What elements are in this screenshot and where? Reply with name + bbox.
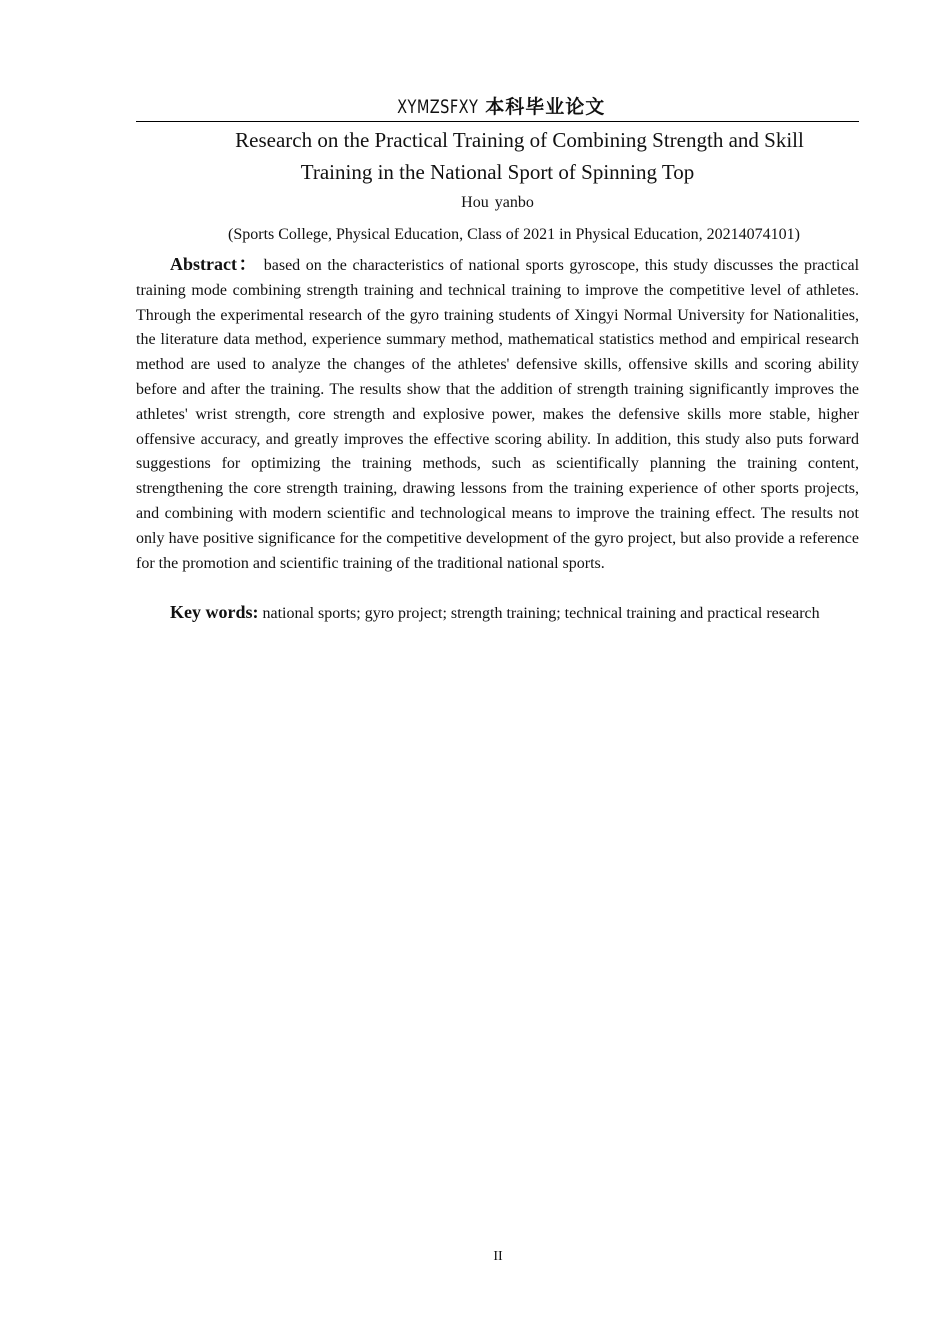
header-cjk-text: 本科毕业论文 [485, 96, 606, 118]
running-header [136, 94, 859, 122]
author-affiliation: (Sports College, Physical Education, Class of 2021 in Physical Education, 20214074101) [228, 226, 800, 243]
header-latin-text: XYMZSFXY [396, 96, 479, 118]
abstract-paragraph [136, 252, 859, 576]
keywords-label: Key words: [170, 602, 259, 622]
abstract-text: based on the characteristics of national sports gyroscope, this study discusses the practical training mode combining strength training and technical training to improve the competitive level of athletes. Through the experimental research of the gyro training students of Xingyi Normal University for Nationalities, the literature data method, experience summary method, mathematical statistics method and empirical research method are used to analyze the changes of the athletes' defensive skills, offensive skills and scoring ability before and after the training. The results show that the addition of strength training significantly improves the athletes' wrist strength, core strength and explosive power, makes the defensive skills more stable, higher offensive accuracy, and greatly improves the effective scoring ability. In addition, this study also puts forward suggestions for optimizing the training methods, such as scientifically planning the training content, strengthening the core strength training, drawing lessons from the training experience of other sports projects, and combining with modern scientific and technological means to improve the training effect. The results not only have positive significance for the competitive development of the gyro project, but also provide a reference for the promotion and scientific training of the traditional national sports. [136, 257, 860, 572]
paper-title [136, 124, 859, 188]
abstract-label: Abstract： [170, 254, 259, 274]
paper-title-line-1: Research on the Practical Training of Combining Strength and Skill [235, 128, 804, 152]
paper-title-line-2: Training in the National Sport of Spinning Top [300, 160, 695, 184]
page-number: II [493, 1249, 503, 1264]
keywords-paragraph [136, 599, 876, 627]
author-name: Hou yanbo [461, 194, 534, 211]
keywords-text: national sports; gyro project; strength training; technical training and practical research [262, 605, 820, 622]
